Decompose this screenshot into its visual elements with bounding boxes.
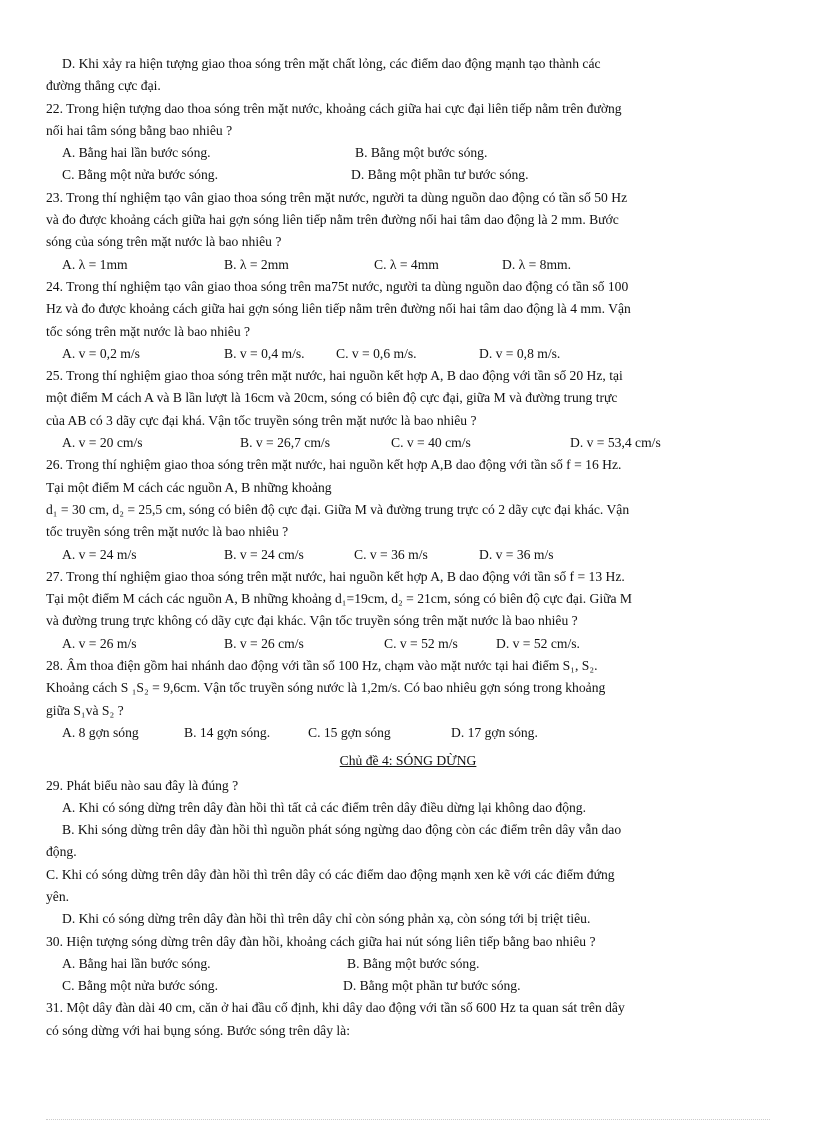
- q27-option-a: A. v = 26 m/s: [62, 635, 137, 651]
- q25-text-line1: 25. Trong thí nghiệm giao thoa sóng trên mặt nước, hai nguồn kết hợp A, B dao động với tần số 20 Hz, tại: [46, 368, 623, 384]
- q26-text-line3: d₁ = 30 cm, d₂ = 25,5 cm, sóng có biên độ cực đại. Giữa M và đường trung trực có 2 dãy cực đại khác. Vận: [46, 501, 630, 517]
- q29-option-b-line2: động.: [46, 844, 77, 860]
- q25-text-line2: một điểm M cách A và B lần lượt là 16cm và 20cm, sóng có biên độ cực đại, giữa M và đường trung trực: [46, 390, 618, 406]
- q26-option-d: D. v = 36 m/s: [479, 546, 554, 562]
- q30-option-a: A. Bằng hai lần bước sóng.: [62, 955, 211, 971]
- q28-option-b: B. 14 gợn sóng.: [184, 724, 271, 740]
- q27-text-line2: Tại một điểm M cách các nguồn A, B những khoảng d₁=19cm, d₂ = 21cm, sóng có biên độ cực đại. Giữa M: [46, 591, 633, 607]
- q31-text-line1: 31. Một dây đàn dài 40 cm, căn ở hai đầu cố định, khi dây dao động với tần số 600 Hz ta quan sát trên dây: [46, 1000, 625, 1016]
- q29-option-d: D. Khi có sóng dừng trên dây đàn hồi thì trên dây chỉ còn sóng phản xạ, còn sóng tới bị triệt tiêu.: [62, 911, 591, 927]
- q22-options-row1: [46, 142, 770, 164]
- q27-text-line1: 27. Trong thí nghiệm giao thoa sóng trên mặt nước, hai nguồn kết hợp A, B dao động với tần số f = 13 Hz.: [46, 568, 625, 584]
- section-heading-label: Chủ đề 4:: [339, 753, 393, 769]
- q30-text: 30. Hiện tượng sóng dừng trên dây đàn hồi, khoảng cách giữa hai nút sóng liên tiếp bằng bao nhiêu ?: [46, 933, 596, 949]
- q22-text-line1: 22. Trong hiện tượng dao thoa sóng trên mặt nước, khoảng cách giữa hai cực đại liên tiếp nằm trên đường: [46, 100, 622, 116]
- q26-text-line2: Tại một điểm M cách các nguồn A, B những khoảng: [46, 479, 332, 495]
- section-heading-title: SÓNG DỪNG: [392, 753, 477, 769]
- q29-option-c-line1: C. Khi có sóng dừng trên dây đàn hồi thì trên dây có các điểm dao động mạnh xen kẽ với các điểm đứng: [46, 866, 615, 882]
- q24-text-line3: tốc sóng trên mặt nước là bao nhiêu ?: [46, 323, 251, 339]
- q28-option-d: D. 17 gợn sóng.: [451, 724, 538, 740]
- q21-option-d-line2: đường thẳng cực đại.: [46, 78, 161, 94]
- q26-option-a: A. v = 24 m/s: [62, 546, 137, 562]
- q27-option-b: B. v = 26 cm/s: [224, 635, 304, 651]
- q28-text-line2: Khoảng cách S ₁S₂ = 9,6cm. Vận tốc truyền sóng nước là 1,2m/s. Có bao nhiêu gợn sóng trong khoảng: [46, 680, 606, 696]
- q29-option-b-line1: B. Khi sóng dừng trên dây đàn hồi thì nguồn phát sóng ngừng dao động còn các điểm trên dây vẫn dao: [62, 822, 622, 838]
- q26-options: [46, 544, 770, 566]
- document-page: [46, 53, 770, 1042]
- q25-option-d: D. v = 53,4 cm/s: [570, 435, 661, 451]
- q25-options: [46, 432, 770, 454]
- q23-option-d: D. λ = 8mm.: [502, 256, 572, 272]
- q29-option-a: A. Khi có sóng dừng trên dây đàn hồi thì tất cả các điểm trên dây điều dừng lại không dao động.: [62, 799, 586, 815]
- q27-option-c: C. v = 52 m/s: [384, 635, 458, 651]
- q25-text-line3: của AB có 3 dãy cực đại khá. Vận tốc truyền sóng trên mặt nước là bao nhiêu ?: [46, 412, 477, 428]
- q23-option-b: B. λ = 2mm: [224, 256, 289, 272]
- q21-option-d-line1: D. Khi xảy ra hiện tượng giao thoa sóng trên mặt chất lỏng, các điểm dao động mạnh tạo thành các: [62, 56, 601, 71]
- q26-text-line1: 26. Trong thí nghiệm giao thoa sóng trên mặt nước, hai nguồn kết hợp A,B dao động với tần số f = 16 Hz.: [46, 457, 622, 473]
- q22-option-c: C. Bằng một nửa bước sóng.: [62, 167, 218, 183]
- q22-option-a: A. Bằng hai lần bước sóng.: [62, 145, 211, 161]
- q24-text-line1: 24. Trong thí nghiệm tạo vân giao thoa sóng trên ma75t nước, người ta dùng nguồn dao động có tần số 100: [46, 278, 629, 294]
- q23-text-line1: 23. Trong thí nghiệm tạo vân giao thoa sóng trên mặt nước, người ta dùng nguồn dao động có tần số 50 Hz: [46, 189, 628, 205]
- q25-option-a: A. v = 20 cm/s: [62, 435, 143, 451]
- q30-option-b: B. Bằng một bước sóng.: [347, 955, 480, 971]
- q30-options-row2: [46, 975, 770, 997]
- q29-option-c-line2: yên.: [46, 888, 70, 904]
- q29-text: 29. Phát biểu nào sau đây là đúng ?: [46, 777, 239, 793]
- q28-text-line1: 28. Âm thoa điện gồm hai nhánh dao động với tần số 100 Hz, chạm vào mặt nước tại hai điểm S₁, S₂.: [46, 658, 598, 674]
- q28-text-line3: giữa S₁và S₂ ?: [46, 702, 124, 718]
- q28-option-a: A. 8 gợn sóng: [62, 724, 139, 740]
- q26-option-c: C. v = 36 m/s: [354, 546, 428, 562]
- page-bottom-border: [46, 1119, 770, 1121]
- q23-options: [46, 254, 770, 276]
- q27-option-d: D. v = 52 cm/s.: [496, 635, 580, 651]
- q23-option-a: A. λ = 1mm: [62, 256, 128, 272]
- q25-option-b: B. v = 26,7 cm/s: [240, 435, 330, 451]
- q23-text-line3: sóng của sóng trên mặt nước là bao nhiêu ?: [46, 234, 282, 250]
- q24-options: [46, 343, 770, 365]
- q22-option-d: D. Bằng một phần tư bước sóng.: [351, 167, 529, 183]
- q22-text-line2: nối hai tâm sóng bằng bao nhiêu ?: [46, 122, 233, 138]
- q28-options: [46, 722, 770, 744]
- q25-option-c: C. v = 40 cm/s: [391, 435, 471, 451]
- q23-option-c: C. λ = 4mm: [374, 256, 439, 272]
- q30-options-row1: [46, 953, 770, 975]
- q24-option-a: A. v = 0,2 m/s: [62, 345, 140, 361]
- q24-option-c: C. v = 0,6 m/s.: [336, 345, 417, 361]
- section-heading: [46, 750, 770, 772]
- q23-text-line2: và đo được khoảng cách giữa hai gợn sóng liên tiếp nằm trên đường nối hai tâm dao động là 2 mm. Bước: [46, 212, 619, 228]
- q24-option-b: B. v = 0,4 m/s.: [224, 345, 305, 361]
- q26-option-b: B. v = 24 cm/s: [224, 546, 304, 562]
- q27-options: [46, 633, 770, 655]
- q22-option-b: B. Bằng một bước sóng.: [355, 145, 488, 161]
- q22-options-row2: [46, 164, 770, 186]
- q24-text-line2: Hz và đo được khoảng cách giữa hai gợn sóng liên tiếp nằm trên đường nối hai tâm dao động là 4 mm. Vận: [46, 301, 631, 317]
- q31-text-line2: có sóng dừng với hai bụng sóng. Bước sóng trên dây là:: [46, 1022, 350, 1038]
- q30-option-d: D. Bằng một phần tư bước sóng.: [343, 978, 521, 994]
- q26-text-line4: tốc truyền sóng trên mặt nước là bao nhiêu ?: [46, 524, 289, 540]
- q27-text-line3: và đường trung trực không có dãy cực đại khác. Vận tốc truyền sóng trên mặt nước là bao nhiêu ?: [46, 613, 578, 629]
- q28-option-c: C. 15 gợn sóng: [308, 724, 391, 740]
- q30-option-c: C. Bằng một nửa bước sóng.: [62, 978, 218, 994]
- q24-option-d: D. v = 0,8 m/s.: [479, 345, 561, 361]
